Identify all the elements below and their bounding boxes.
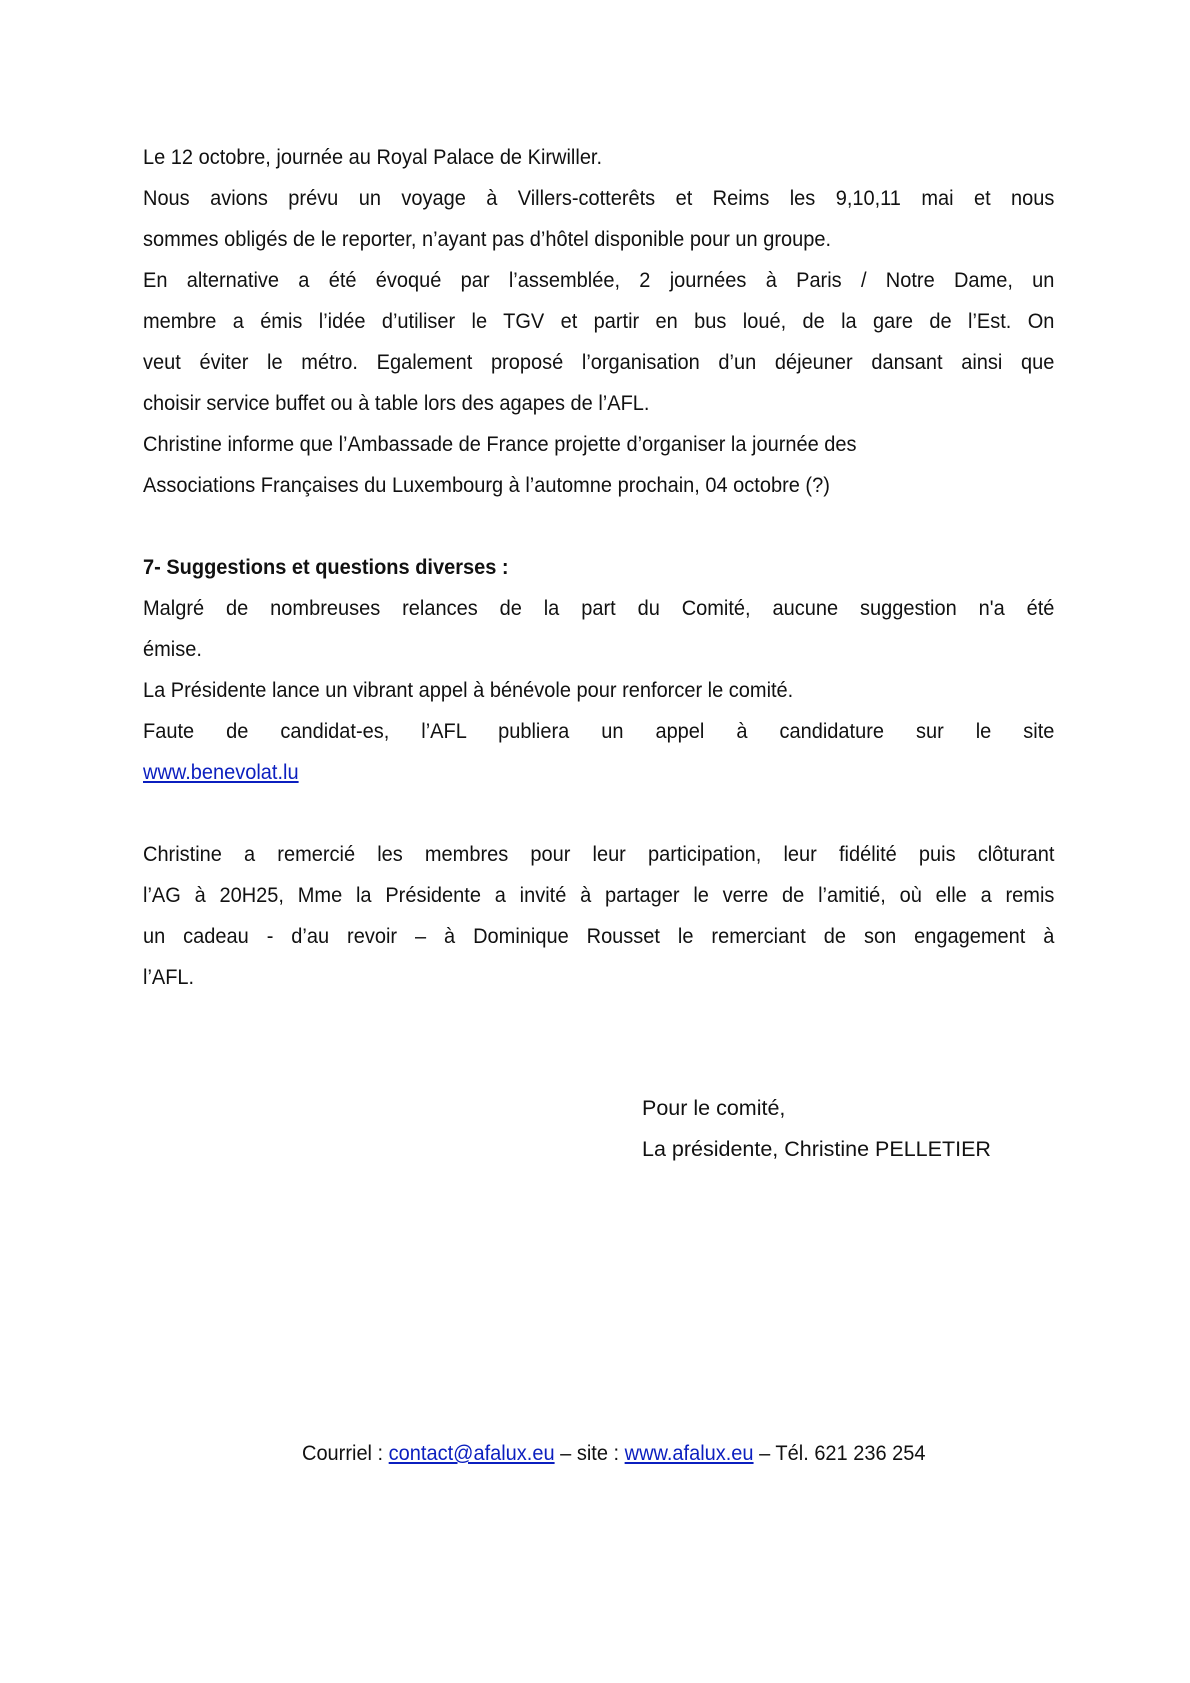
text-line: l’AG à 20H25, Mme la Présidente a invité à partager le verre de l’amitié, où elle a remis: [143, 883, 1055, 907]
text-line: Faute de candidat-es, l’AFL publiera un appel à candidature sur le site: [143, 719, 1055, 743]
benevolat-link-line: [143, 759, 1054, 785]
signature-line-1: Pour le comité,: [642, 1096, 786, 1120]
footer: [302, 1440, 926, 1466]
signature-line-2: La présidente, Christine PELLETIER: [642, 1137, 991, 1161]
text-line: La Présidente lance un vibrant appel à bénévole pour renforcer le comité.: [143, 678, 794, 702]
text-line: membre a émis l’idée d’utiliser le TGV et partir en bus loué, de la gare de l’Est. On: [143, 309, 1055, 333]
text-line: Christine a remercié les membres pour leur participation, leur fidélité puis clôturant: [143, 842, 1055, 866]
section-heading: 7- Suggestions et questions diverses :: [143, 555, 509, 579]
text-line: Malgré de nombreuses relances de la part du Comité, aucune suggestion n'a été: [143, 596, 1055, 620]
text-line: émise.: [143, 637, 202, 661]
text-line: veut éviter le métro. Egalement proposé l’organisation d’un déjeuner dansant ainsi que: [143, 350, 1055, 374]
text-line: un cadeau - d’au revoir – à Dominique Rousset le remerciant de son engagement à: [143, 924, 1055, 948]
text-line: Associations Françaises du Luxembourg à l’automne prochain, 04 octobre (?): [143, 473, 830, 497]
benevolat-link[interactable]: www.benevolat.lu: [143, 760, 299, 784]
text-line: choisir service buffet ou à table lors des agapes de l’AFL.: [143, 391, 650, 415]
text-line: sommes obligés de le reporter, n’ayant pas d’hôtel disponible pour un groupe.: [143, 227, 832, 251]
text-line: Le 12 octobre, journée au Royal Palace de Kirwiller.: [143, 145, 603, 169]
site-link[interactable]: www.afalux.eu: [624, 1441, 754, 1465]
phone-text: – Tél. 621 236 254: [753, 1441, 926, 1465]
text-line: Christine informe que l’Ambassade de France projette d’organiser la journée des: [143, 432, 857, 456]
text-line: l’AFL.: [143, 965, 195, 989]
email-label: Courriel :: [302, 1441, 389, 1465]
text-line: En alternative a été évoqué par l’assemblée, 2 journées à Paris / Notre Dame, un: [143, 268, 1055, 292]
email-link[interactable]: contact@afalux.eu: [388, 1441, 555, 1465]
text-line: Nous avions prévu un voyage à Villers-cotterêts et Reims les 9,10,11 mai et nous: [143, 186, 1055, 210]
site-label: – site :: [554, 1441, 625, 1465]
